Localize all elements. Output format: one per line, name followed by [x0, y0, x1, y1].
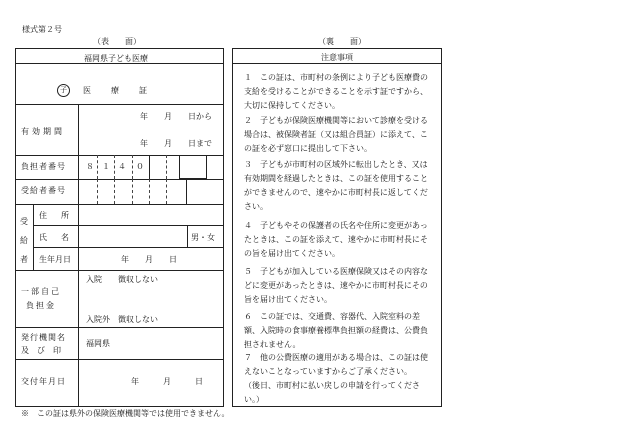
notice-item-4: [244, 219, 434, 261]
copay-label-1: 一部自己: [21, 287, 61, 296]
address-label: 住 所: [39, 211, 72, 220]
recipient-group-label: 受給者: [20, 217, 28, 264]
issuer-label-2: 及 び 印: [21, 346, 61, 355]
copay-inpatient: 入院 徴収しない: [86, 275, 158, 284]
birth-value: 年 月 日: [121, 255, 177, 264]
validity-label: 有効期間: [21, 127, 65, 136]
cert-child-circle: 子: [57, 84, 70, 97]
notice-item-8-text: （後日、市町村に払い戻しの申請を行ってください。）: [244, 381, 420, 404]
front-side-label: （表 面）: [93, 37, 141, 46]
payer-digit-1: ８: [86, 162, 94, 171]
issue-date-label: 交付年月日: [21, 377, 66, 386]
back-side-label: （裏 面）: [318, 37, 366, 46]
notice-title: 注意事項: [321, 53, 353, 62]
recipient-number-label: 受給者番号: [21, 186, 66, 195]
sex-field: 男・女: [191, 233, 215, 242]
payer-number-label: 負担者番号: [21, 162, 66, 171]
payer-digit-3: ４: [118, 162, 126, 171]
front-header-title: 福岡県子ども医療: [84, 54, 148, 63]
payer-digit-4: ０: [136, 162, 144, 171]
payer-digit-2: １: [102, 162, 110, 171]
notice-item-7: [244, 351, 434, 379]
issuer-value: 福岡県: [86, 339, 110, 348]
footnote: ※ この証は県外の保険医療機関等では使用できません。: [21, 409, 230, 418]
notice-item-6: [244, 310, 434, 352]
notice-item-4-text: ４ 子どもやその保護者の氏名や住所に変更があったときは、この証を添えて、速やかに市町村長にその旨を届け出てください。: [244, 221, 428, 258]
issue-date-value: 年 月 日: [131, 377, 203, 386]
notice-item-5-text: ５ 子どもが加入している医療保険又はその内容などに変更があったときは、速やかに市町村長にその旨を届け出てください。: [244, 267, 428, 304]
notice-item-3-text: ３ 子どもが市町村の区域外に転出したとき、又は有効期間を経過したときは、この証を使用することができませんので、速やかに市町村長に返してください。: [244, 160, 428, 211]
birth-label: 生年月日: [39, 255, 71, 264]
notice-item-6-text: ６ この証では、交通費、容器代、入院室料の差額、入院時の食事療養標準負担額の経費は、公費負担されません。: [244, 312, 428, 349]
notice-item-8: [244, 379, 434, 407]
issuer-label-1: 発行機関名: [21, 333, 66, 342]
name-label: 氏 名: [39, 233, 72, 242]
notice-item-2: [244, 114, 434, 156]
notice-item-1: [244, 71, 434, 113]
copay-outpatient: 入院外 徴収しない: [86, 315, 158, 324]
notice-item-5: [244, 265, 434, 307]
form-number: 様式第２号: [22, 25, 62, 34]
cert-title: 医 療 証: [83, 86, 153, 95]
notice-item-7-text: ７ 他の公費医療の適用がある場合は、この証は使えないことなっていますからご了承ください。: [244, 353, 428, 376]
payer-check-digit: [179, 155, 207, 179]
notice-item-1-text: １ この証は、市町村の条例により子ども医療費の支給を受けることができることを示す証ですから、大切に保持してください。: [244, 73, 428, 110]
validity-from: 年 月 日から: [140, 112, 212, 121]
validity-to: 年 月 日まで: [140, 139, 212, 148]
notice-item-2-text: ２ 子どもが保険医療機関等において診療を受ける場合は、被保険者証（又は組合員証）に添えて、この証を必ず窓口に提出して下さい。: [244, 116, 428, 153]
copay-label-2: 負担金: [26, 301, 56, 310]
notice-item-3: [244, 158, 434, 214]
